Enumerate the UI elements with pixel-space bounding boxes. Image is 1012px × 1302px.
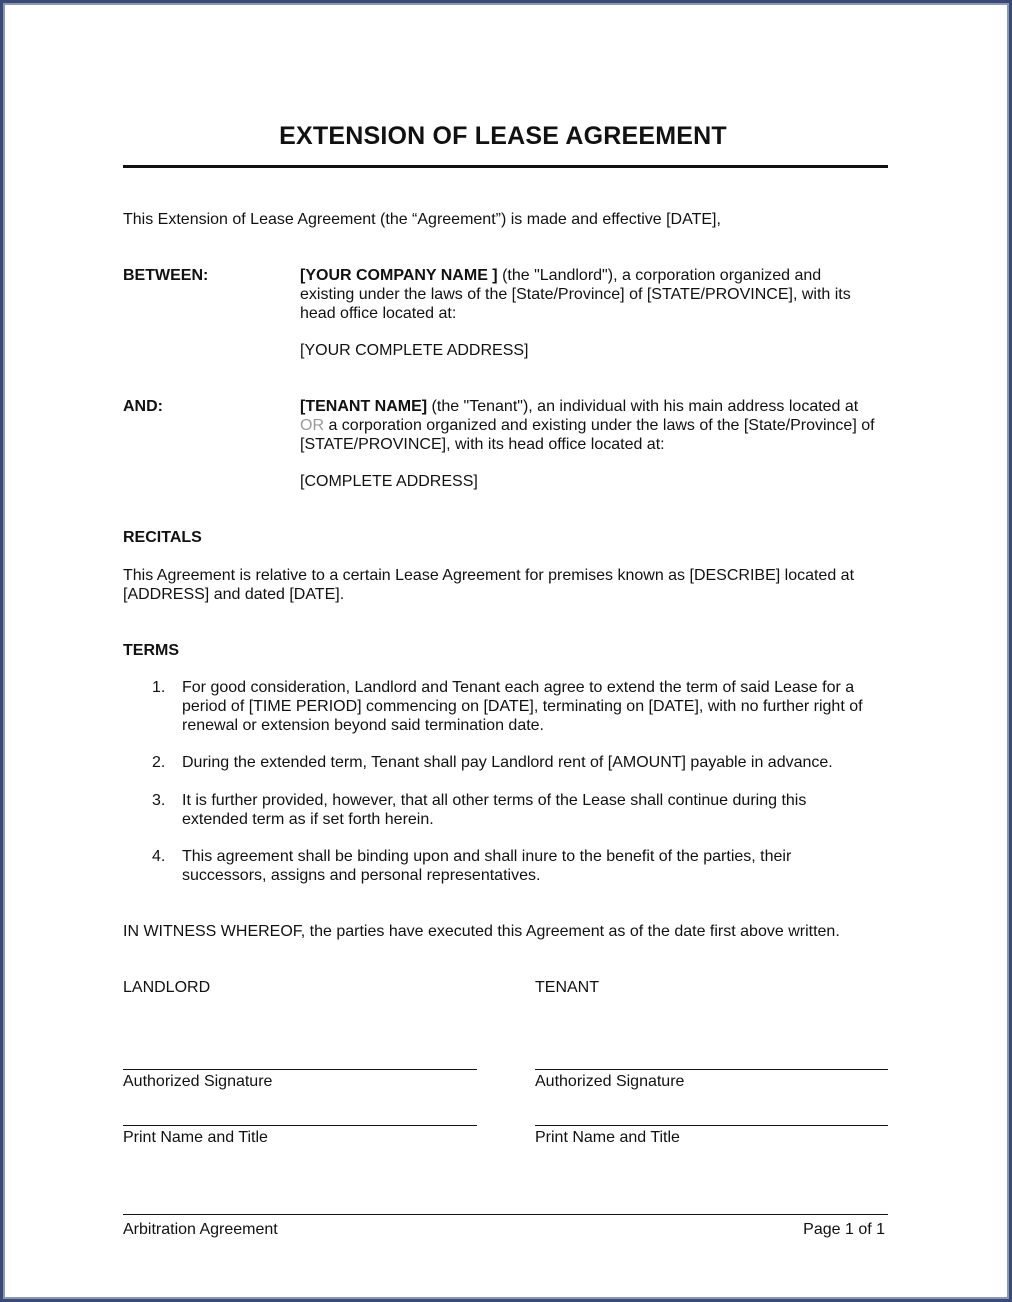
- and-line-1: [300, 397, 858, 416]
- landlord-name-line[interactable]: [123, 1125, 477, 1126]
- term-line: During the extended term, Tenant shall pay Landlord rent of [AMOUNT] payable in advance.: [182, 754, 833, 771]
- page-number: Page 1 of 1: [803, 1221, 885, 1238]
- term-line: renewal or extension beyond said termination date.: [182, 717, 544, 734]
- tenant-address: [COMPLETE ADDRESS]: [300, 473, 478, 490]
- intro-paragraph: This Extension of Lease Agreement (the “Agreement”) is made and effective [DATE],: [123, 211, 721, 228]
- landlord-signature-label: Authorized Signature: [123, 1073, 273, 1090]
- and-label: AND:: [123, 398, 163, 415]
- tenant-name-label: Print Name and Title: [535, 1129, 680, 1146]
- term-number: 4.: [152, 848, 166, 865]
- landlord-name: [YOUR COMPANY NAME ]: [300, 267, 498, 284]
- landlord-address: [YOUR COMPLETE ADDRESS]: [300, 342, 529, 359]
- tenant-signature-label: Authorized Signature: [535, 1073, 685, 1090]
- and-line-1-rest: (the "Tenant"), an individual with his main address located at: [427, 398, 859, 415]
- landlord-heading: LANDLORD: [123, 979, 211, 996]
- and-line-2: [300, 416, 875, 435]
- landlord-signature-line[interactable]: [123, 1069, 477, 1070]
- document-title: EXTENSION OF LEASE AGREEMENT: [279, 122, 727, 150]
- term-line: It is further provided, however, that all other terms of the Lease shall continue during this: [182, 792, 807, 809]
- term-line: This agreement shall be binding upon and shall inure to the benefit of the parties, their: [182, 848, 792, 865]
- term-number: 1.: [152, 679, 166, 696]
- term-number: 3.: [152, 792, 166, 809]
- term-line: period of [TIME PERIOD] commencing on [DATE], terminating on [DATE], with no further right of: [182, 698, 863, 715]
- between-label: BETWEEN:: [123, 267, 209, 284]
- title-rule: [123, 165, 888, 168]
- tenant-signature-line[interactable]: [535, 1069, 888, 1070]
- recitals-line-1: This Agreement is relative to a certain Lease Agreement for premises known as [DESCRIBE] located at: [123, 567, 855, 584]
- or-word: OR: [300, 417, 324, 434]
- terms-heading: TERMS: [123, 642, 179, 659]
- tenant-name: [TENANT NAME]: [300, 398, 428, 415]
- footer-document-name: Arbitration Agreement: [123, 1221, 278, 1238]
- between-line-3: head office located at:: [300, 305, 457, 322]
- term-line: successors, assigns and personal representatives.: [182, 867, 541, 884]
- between-line-2: existing under the laws of the [State/Province] of [STATE/PROVINCE], with its: [300, 286, 851, 303]
- recitals-heading: RECITALS: [123, 529, 202, 546]
- landlord-name-label: Print Name and Title: [123, 1129, 268, 1146]
- and-line-2-rest: a corporation organized and existing under the laws of the [State/Province] of: [324, 417, 875, 434]
- between-line-1-rest: (the "Landlord"), a corporation organized and: [497, 267, 822, 284]
- footer-rule: [123, 1214, 888, 1215]
- between-line-1: [300, 266, 821, 285]
- and-line-3: [STATE/PROVINCE], with its head office located at:: [300, 436, 665, 453]
- tenant-name-line[interactable]: [535, 1125, 888, 1126]
- tenant-heading: TENANT: [535, 979, 599, 996]
- recitals-line-2: [ADDRESS] and dated [DATE].: [123, 586, 345, 603]
- witness-statement: IN WITNESS WHEREOF, the parties have executed this Agreement as of the date first above written.: [123, 923, 840, 940]
- term-line: extended term as if set forth herein.: [182, 811, 434, 828]
- term-number: 2.: [152, 754, 166, 771]
- term-line: For good consideration, Landlord and Tenant each agree to extend the term of said Lease for a: [182, 679, 855, 696]
